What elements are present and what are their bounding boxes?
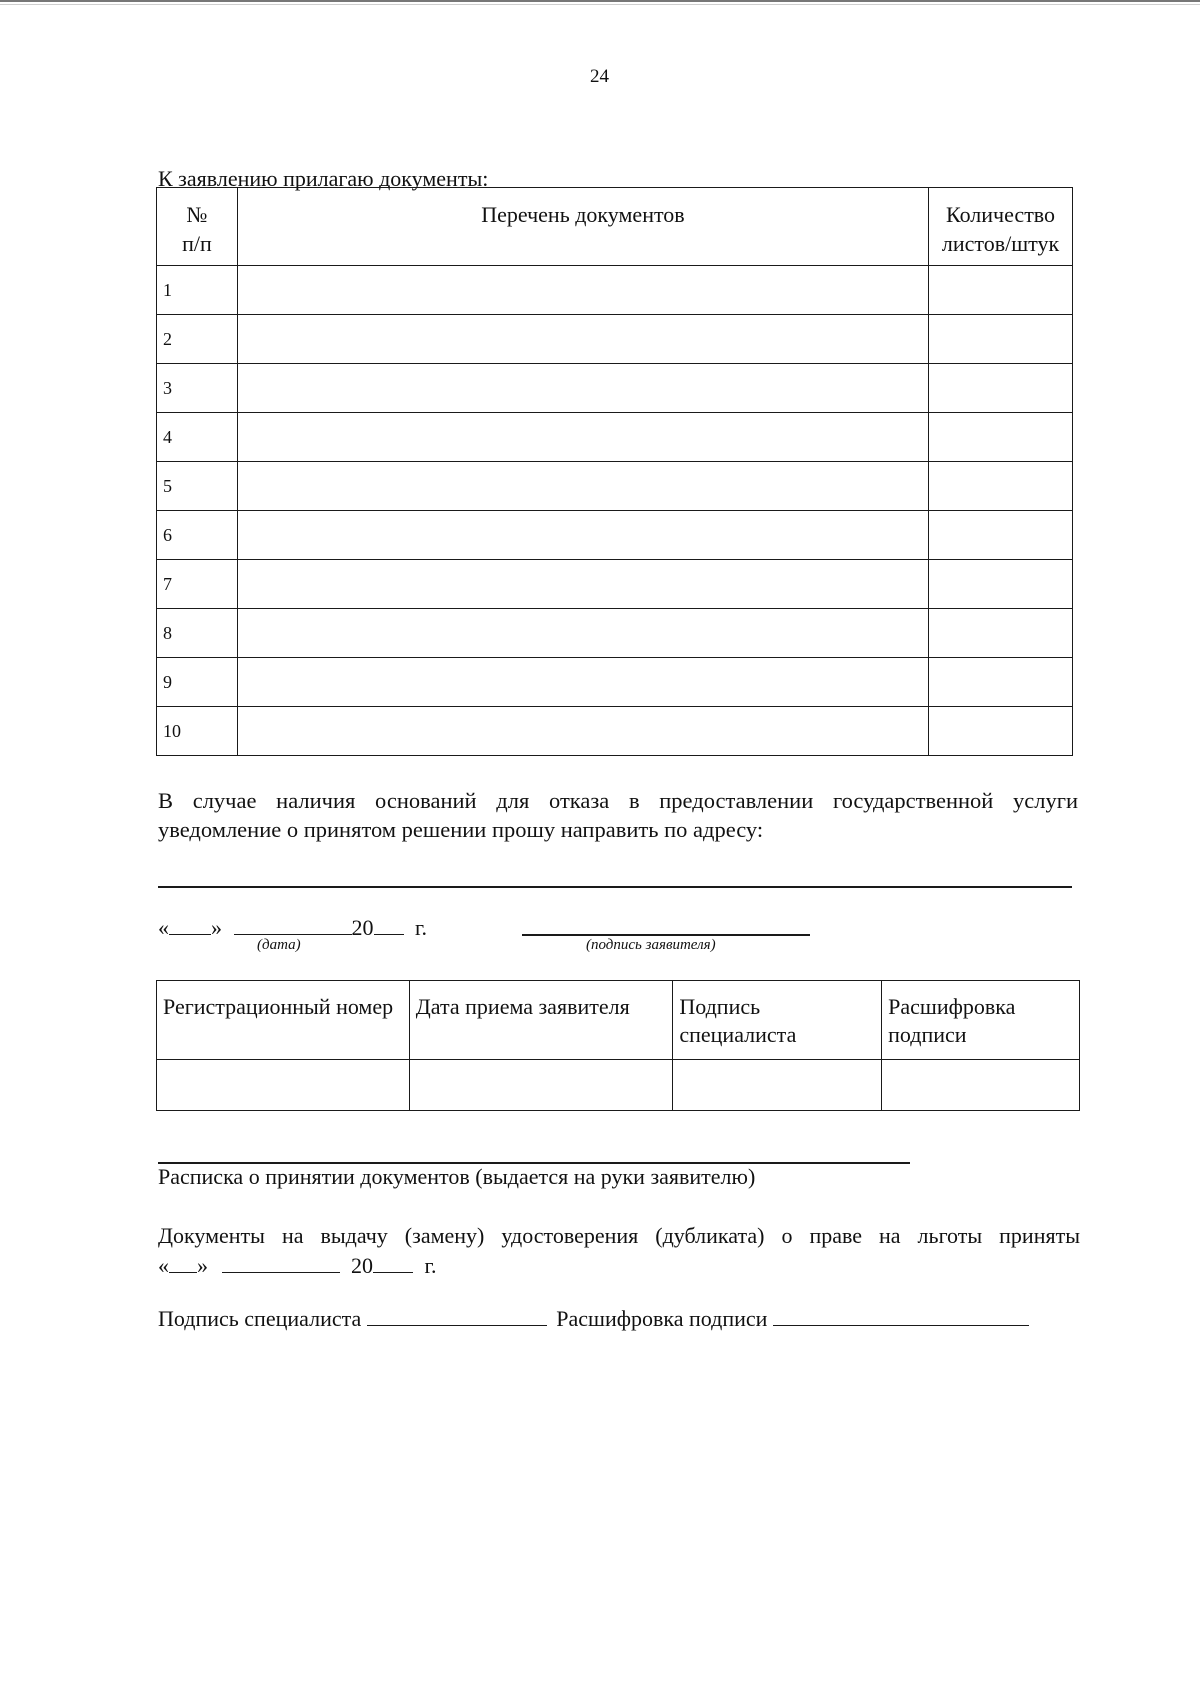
receipt-statement-text: Документы на выдачу (замену) удостоверения (дубликата) о праве на льготы приняты <box>158 1223 1080 1248</box>
document-name-cell <box>237 364 928 413</box>
document-name-cell <box>237 511 928 560</box>
header-registration-number: Регистрационный номер <box>157 981 410 1060</box>
scan-edge-line-faint <box>0 4 1200 5</box>
header-number-line1: № <box>186 202 208 227</box>
document-name-cell <box>237 560 928 609</box>
row-number: 10 <box>157 707 238 756</box>
table-row <box>157 266 1073 315</box>
document-quantity-cell <box>929 364 1073 413</box>
receipt-open-quote: « <box>158 1253 169 1278</box>
document-name-cell <box>237 658 928 707</box>
document-name-cell <box>237 315 928 364</box>
document-quantity-cell <box>929 707 1073 756</box>
table-row <box>157 560 1073 609</box>
receipt-year-blank <box>373 1252 413 1273</box>
document-quantity-cell <box>929 511 1073 560</box>
row-number: 7 <box>157 560 238 609</box>
registration-number-cell <box>157 1060 410 1111</box>
row-number: 4 <box>157 413 238 462</box>
date-caption: (дата) <box>257 937 301 953</box>
specialist-signature-cell <box>673 1060 882 1111</box>
page-number: 24 <box>590 66 609 87</box>
header-reception-date: Дата приема заявителя <box>409 981 673 1060</box>
row-number: 9 <box>157 658 238 707</box>
header-quantity-line2: листов/штук <box>941 231 1060 256</box>
specialist-signature-blank <box>367 1305 547 1326</box>
table-row <box>157 462 1073 511</box>
day-blank <box>169 914 211 935</box>
receipt-signature-row <box>158 1305 1029 1332</box>
row-number: 8 <box>157 609 238 658</box>
document-quantity-cell <box>929 462 1073 511</box>
header-quantity-line1: Количество <box>946 202 1056 227</box>
row-number: 5 <box>157 462 238 511</box>
specialist-signature-label: Подпись специалиста <box>158 1306 362 1331</box>
document-quantity-cell <box>929 266 1073 315</box>
date-open-quote: « <box>158 915 169 940</box>
scan-edge-line <box>0 0 1200 2</box>
document-name-cell <box>237 609 928 658</box>
refusal-notice <box>158 786 1078 844</box>
date-close-quote: » <box>211 915 222 940</box>
signature-caption: (подпись заявителя) <box>586 937 716 953</box>
header-quantity <box>929 188 1073 266</box>
document-quantity-cell <box>929 315 1073 364</box>
header-number <box>157 188 238 266</box>
row-number: 1 <box>157 266 238 315</box>
receipt-year-suffix: г. <box>424 1253 437 1278</box>
table-row <box>157 1060 1080 1111</box>
documents-table-header <box>157 188 1073 266</box>
header-specialist-signature: Подпись специалиста <box>673 981 882 1060</box>
receipt-month-blank <box>222 1252 340 1273</box>
year-prefix: 20 <box>351 915 374 940</box>
refusal-notice-line1: В случае наличия оснований для отказа в предоставлении государственной услуги <box>158 788 1078 813</box>
header-document-list-label: Перечень документов <box>481 202 685 227</box>
address-line <box>158 886 1072 888</box>
document-name-cell <box>237 707 928 756</box>
table-row <box>157 707 1073 756</box>
document-name-cell <box>237 413 928 462</box>
refusal-notice-line2: уведомление о принятом решении прошу направить по адресу: <box>158 817 764 842</box>
receipt-statement <box>158 1221 1080 1281</box>
signature-decoding-blank <box>773 1305 1029 1326</box>
row-number: 2 <box>157 315 238 364</box>
signature-decoding-label: Расшифровка подписи <box>556 1306 768 1331</box>
receipt-day-blank <box>169 1252 197 1273</box>
table-row <box>157 511 1073 560</box>
receipt-title: Расписка о принятии документов (выдается на руки заявителю) <box>158 1164 756 1189</box>
document-quantity-cell <box>929 560 1073 609</box>
month-blank <box>234 914 352 935</box>
table-row <box>157 315 1073 364</box>
year-suffix: г. <box>415 915 428 940</box>
registration-table <box>156 980 1080 1111</box>
attachments-intro: К заявлению прилагаю документы: <box>158 166 489 191</box>
header-document-list <box>237 188 928 266</box>
document-quantity-cell <box>929 413 1073 462</box>
applicant-signature-line <box>522 934 810 936</box>
table-row <box>157 364 1073 413</box>
receipt-year-prefix: 20 <box>351 1253 373 1278</box>
table-row <box>157 658 1073 707</box>
year-blank <box>374 914 404 935</box>
reception-date-cell <box>409 1060 673 1111</box>
document-quantity-cell <box>929 609 1073 658</box>
receipt-close-quote: » <box>197 1253 208 1278</box>
document-name-cell <box>237 462 928 511</box>
signature-decoding-cell <box>882 1060 1080 1111</box>
header-signature-decoding: Расшифровка подписи <box>882 981 1080 1060</box>
row-number: 6 <box>157 511 238 560</box>
row-number: 3 <box>157 364 238 413</box>
documents-table <box>156 187 1073 756</box>
table-row <box>157 413 1073 462</box>
header-number-line2: п/п <box>182 231 212 256</box>
registration-table-header <box>157 981 1080 1060</box>
document-quantity-cell <box>929 658 1073 707</box>
table-row <box>157 609 1073 658</box>
document-name-cell <box>237 266 928 315</box>
